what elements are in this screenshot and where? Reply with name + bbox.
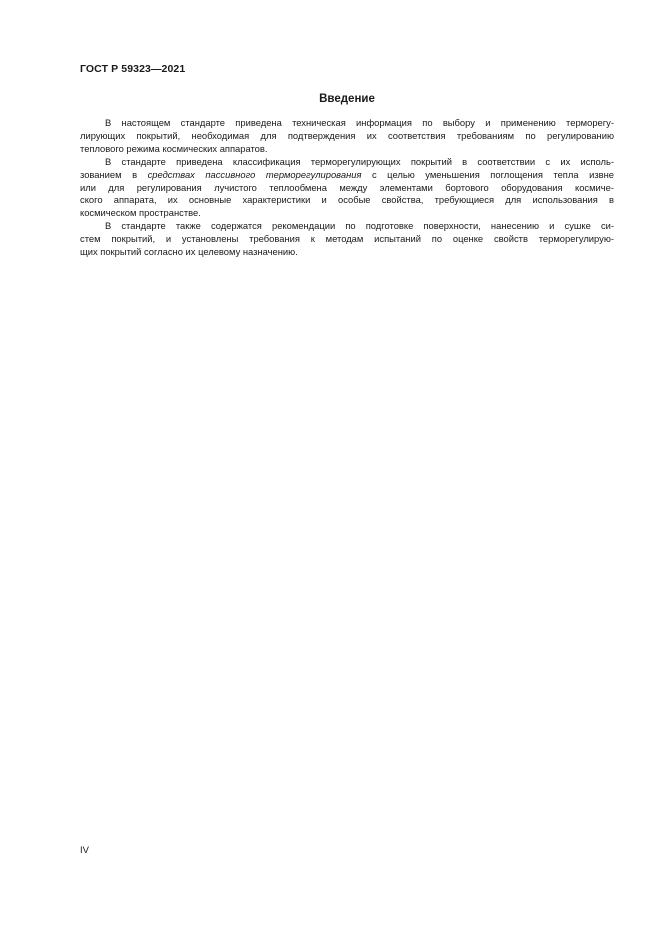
standard-code-header: ГОСТ Р 59323—2021 xyxy=(80,63,186,75)
section-title: Введение xyxy=(319,93,375,105)
introduction-body xyxy=(80,117,614,259)
paragraph-2-line-2 xyxy=(80,169,614,182)
paragraph-2-line-3: или для регулирования лучистого теплообмена между элементами бортового оборудования космиче- xyxy=(80,181,614,193)
italic-term: средствах пассивного терморегулирования xyxy=(147,168,362,180)
paragraph-1-line-3: теплового режима космических аппаратов. xyxy=(80,142,268,154)
paragraph-3-line-2: стем покрытий, и установлены требования к методам испытаний по оценке свойств терморегулирую- xyxy=(80,233,614,245)
paragraph-3-line-3: щих покрытий согласно их целевому назначению. xyxy=(80,246,298,258)
paragraph-2-line-2-end: с целью уменьшения поглощения тепла извне xyxy=(361,168,614,180)
paragraph-1-line-2: лирующих покрытий, необходимая для подтверждения их соответствия требованиям по регулированию xyxy=(80,129,614,141)
paragraph-2-line-4: ского аппарата, их основные характеристики и особые свойства, требующиеся для использования в xyxy=(80,194,614,206)
paragraph-2-line-2-start: зованием в xyxy=(80,168,148,180)
paragraph-2-line-1: В стандарте приведена классификация терморегулирующих покрытий в соответствии с их исполь- xyxy=(105,155,614,167)
page-number: IV xyxy=(80,845,89,856)
paragraph-2-line-5: космическом пространстве. xyxy=(80,207,201,219)
paragraph-3-line-1: В стандарте также содержатся рекомендации по подготовке поверхности, нанесению и сушке си- xyxy=(105,220,614,232)
paragraph-1-line-1: В настоящем стандарте приведена техническая информация по выбору и применению терморегу- xyxy=(105,117,614,128)
